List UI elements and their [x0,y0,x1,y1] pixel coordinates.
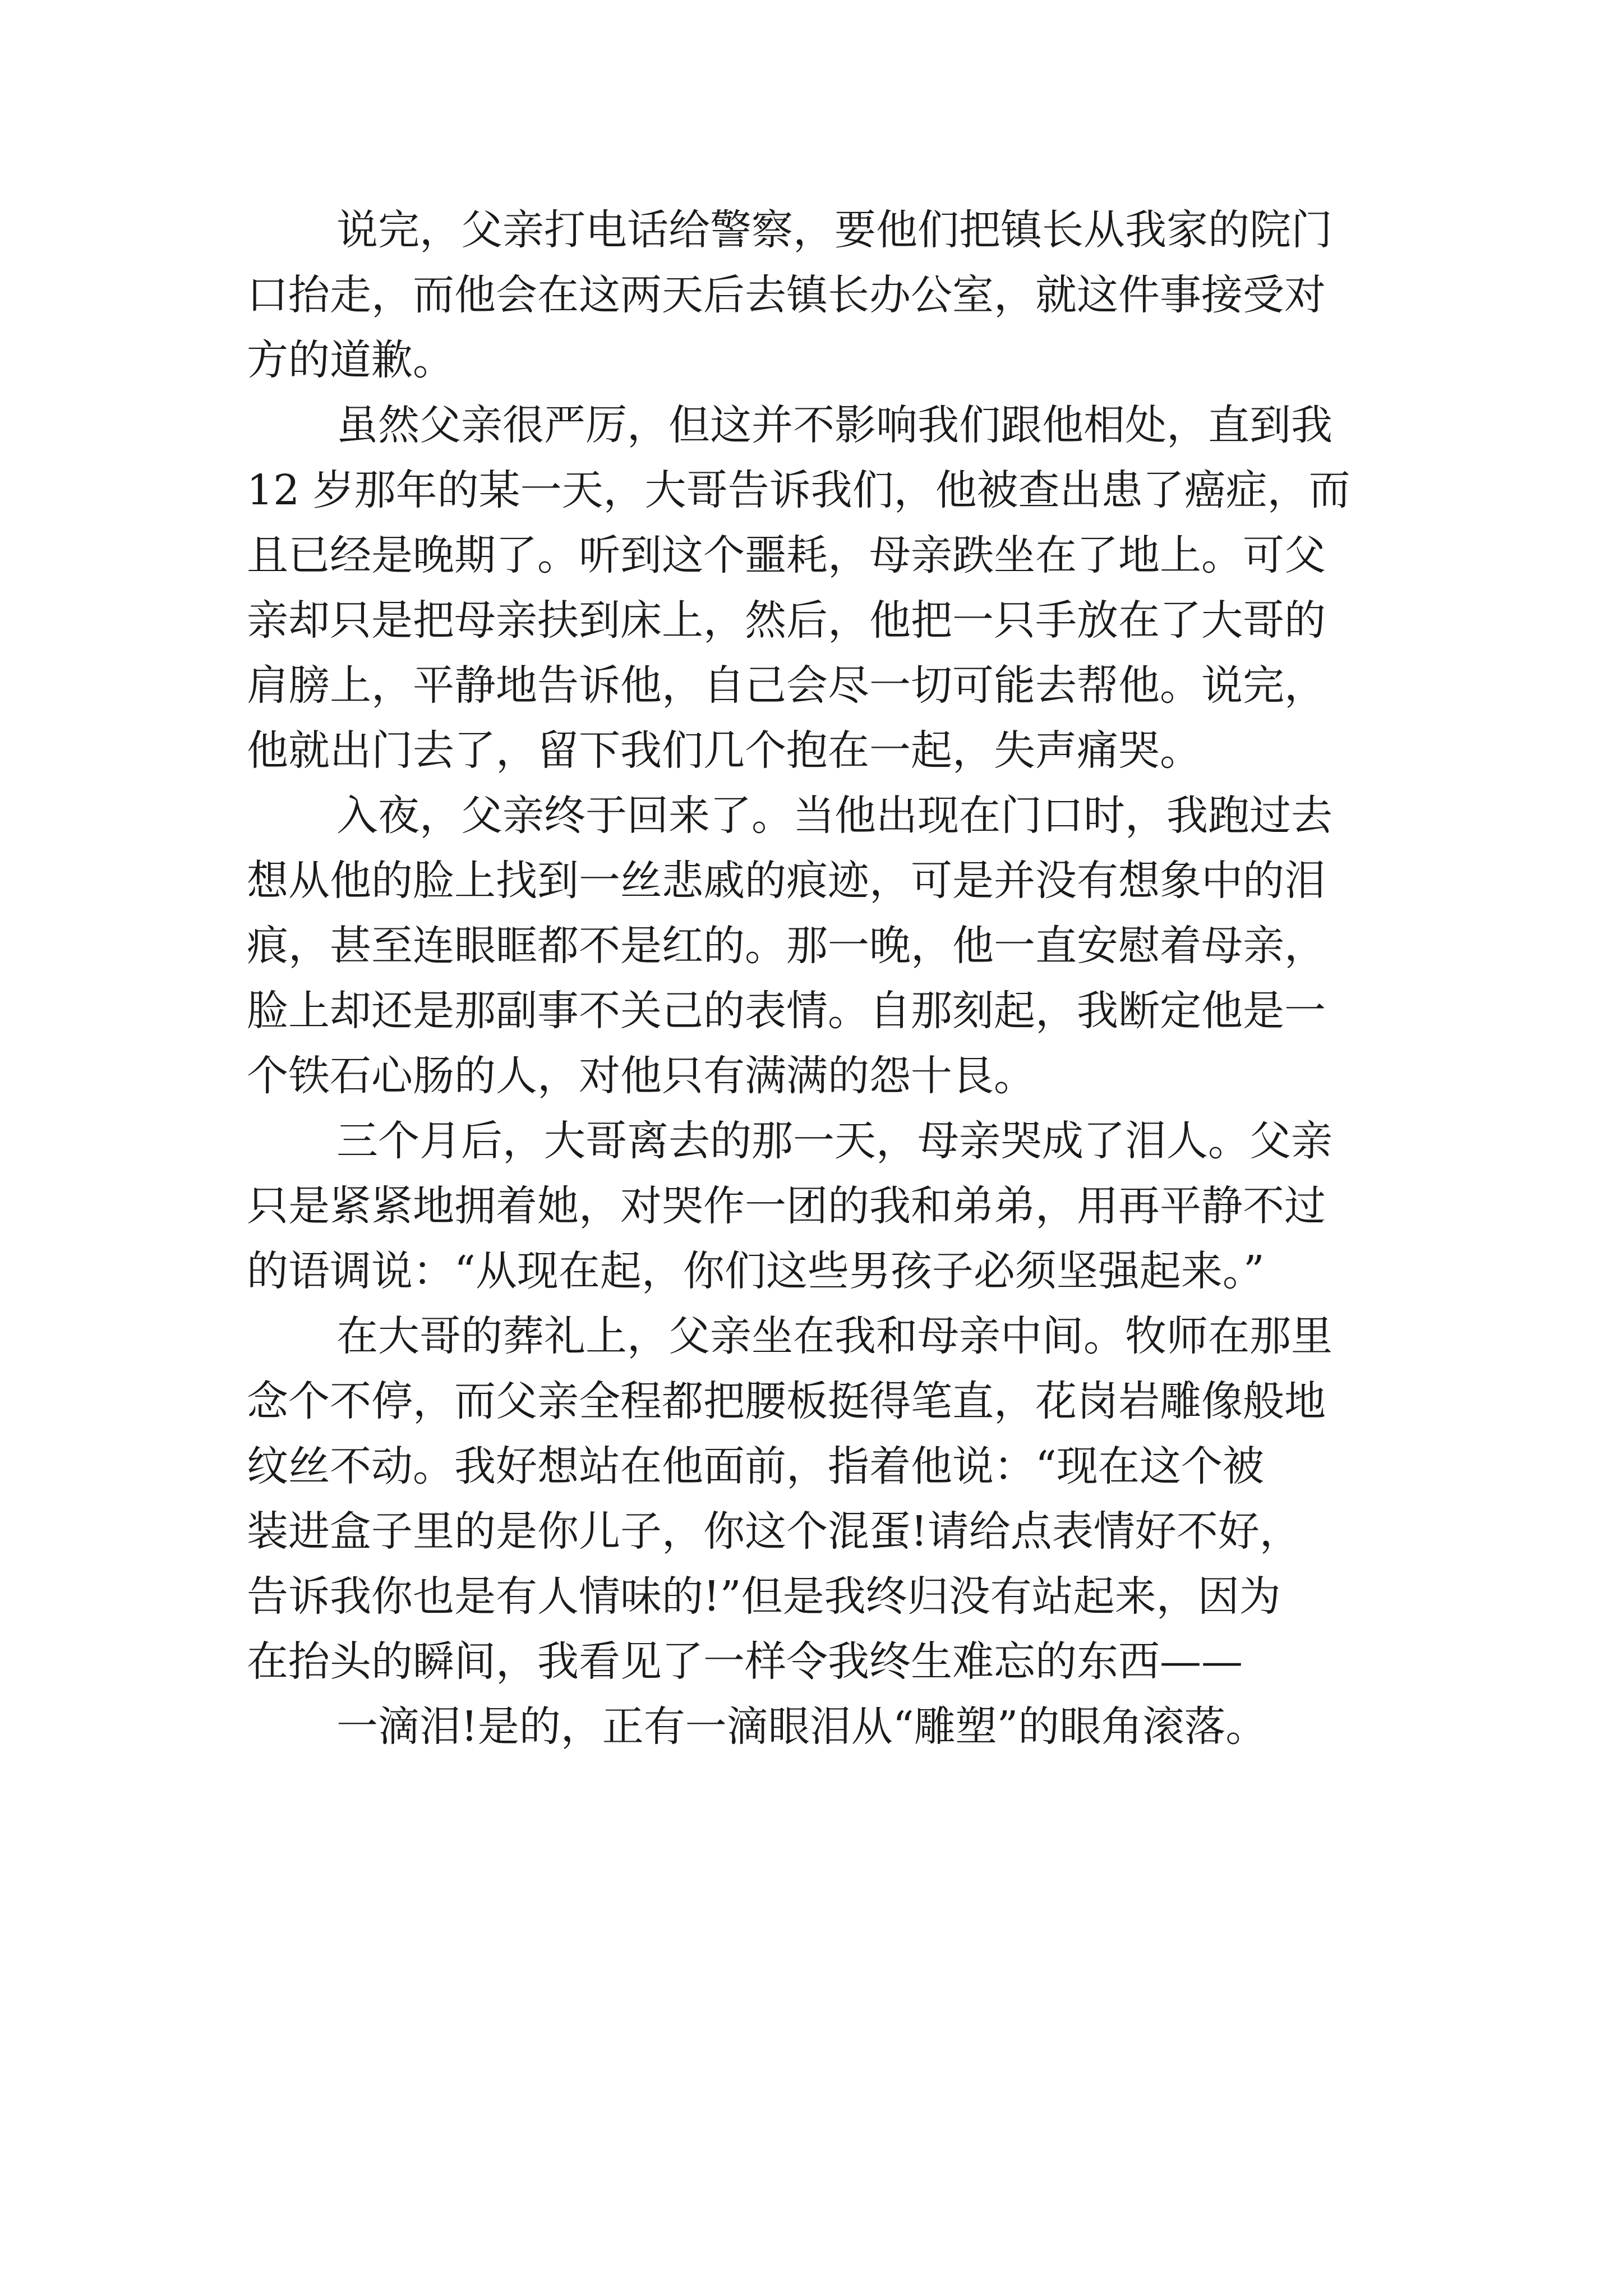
text-line: 脸上却还是那副事不关己的表情。自那刻起，我断定他是一 [247,987,1326,1035]
text-line: 一滴泪!是的，正有一滴眼泪从“雕塑”的眼角滚落。 [336,1703,1267,1751]
text-line: 三个月后，大哥离去的那一天，母亲哭成了泪人。父亲 [336,1117,1332,1165]
paragraph-4 [247,1108,1380,1304]
paragraph-2 [247,393,1380,783]
text-line: 且已经是晚期了。听到这个噩耗，母亲跌坐在了地上。可父 [247,531,1326,579]
text-line: 纹丝不动。我好想站在他面前，指着他说：“现在这个被 [247,1442,1264,1490]
text-line: 虽然父亲很严厉，但这并不影响我们跟他相处，直到我 [336,401,1332,449]
text-line: 想从他的脸上找到一丝悲戚的痕迹，可是并没有想象中的泪 [247,857,1326,905]
paragraph-3 [247,783,1380,1108]
text-line: 口抬走，而他会在这两天后去镇长办公室，就这件事接受对 [247,271,1326,319]
text-line: 他就出门去了，留下我们几个抱在一起，失声痛哭。 [247,726,1201,775]
text-line: 在抬头的瞬间，我看见了一样令我终生难忘的东西—— [247,1637,1243,1686]
text-line: 说完，父亲打电话给警察，要他们把镇长从我家的院门 [336,206,1332,254]
text-line: 个铁石心肠的人，对他只有满满的怨十艮。 [247,1052,1035,1100]
text-line: 入夜，父亲终于回来了。当他出现在门口时，我跑过去 [336,792,1332,840]
document-body [247,197,1380,1759]
text-line: 亲却只是把母亲扶到床上，然后，他把一只手放在了大哥的 [247,596,1326,645]
text-line: 装进盒子里的是你儿子，你这个混蛋!请给点表情好不好， [247,1507,1301,1556]
text-line: 肩膀上，平静地告诉他，自己会尽一切可能去帮他。说完， [247,661,1326,710]
text-line: 方的道歉。 [247,336,454,384]
text-line: 告诉我你也是有人情味的!”但是我终归没有站起来，因为 [247,1572,1281,1621]
text-line: 只是紧紧地拥着她，对哭作一团的我和弟弟，用再平静不过 [247,1182,1326,1230]
text-line: 在大哥的葬礼上，父亲坐在我和母亲中间。牧师在那里 [336,1312,1332,1360]
paragraph-6 [247,1694,1380,1759]
text-line: 痕，甚至连眼眶都不是红的。那一晚，他一直安慰着母亲， [247,922,1326,970]
text-line: 的语调说：“从现在起，你们这些男孩子必须坚强起来。” [247,1247,1265,1295]
text-line: 12 岁那年的某一天，大哥告诉我们，他被查出患了癌症，而 [247,466,1350,514]
text-line: 念个不停，而父亲全程都把腰板挺得笔直，花岗岩雕像般地 [247,1377,1326,1425]
paragraph-1 [247,197,1380,393]
paragraph-5 [247,1304,1380,1694]
